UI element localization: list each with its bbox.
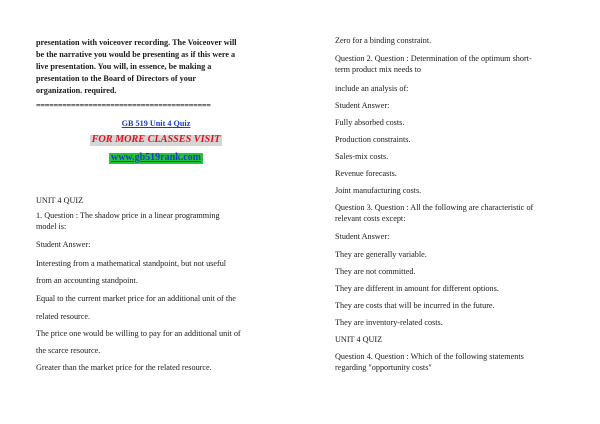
answer-option: related resource. [36, 312, 91, 321]
intro-line: be the narrative you would be presenting as if this were a [36, 50, 236, 59]
student-answer-label: Student Answer: [36, 240, 91, 249]
quiz-heading: UNIT 4 QUIZ [335, 335, 383, 344]
quiz-heading: UNIT 4 QUIZ [36, 196, 84, 205]
answer-option: from an accounting standpoint. [36, 276, 138, 285]
visit-banner-row [36, 135, 276, 146]
intro-line: organization. required. [36, 86, 117, 95]
answer-option: Greater than the market price for the related resource. [36, 363, 212, 372]
answer-option: Zero for a binding constraint. [335, 36, 432, 45]
answer-option: They are costs that will be incurred in the future. [335, 301, 495, 310]
intro-line: live presentation. You will, in essence, be making a [36, 62, 212, 71]
answer-option: The price one would be willing to pay for an additional unit of [36, 329, 241, 338]
answer-option: Equal to the current market price for an additional unit of the [36, 294, 236, 303]
site-link-row [36, 153, 276, 164]
divider: ======================================== [36, 101, 211, 110]
student-answer-label: Student Answer: [335, 232, 390, 241]
student-answer-label: Student Answer: [335, 101, 390, 110]
answer-option: the scarce resource. [36, 346, 101, 355]
visit-banner: FOR MORE CLASSES VISIT [91, 134, 221, 145]
answer-option: They are not committed. [335, 267, 416, 276]
answer-option: Fully absorbed costs. [335, 118, 405, 127]
answer-option: They are different in amount for different options. [335, 284, 499, 293]
answer-option: Joint manufacturing costs. [335, 186, 422, 195]
answer-option: Revenue forecasts. [335, 169, 397, 178]
unit-link-row [36, 119, 276, 130]
question-3: Question 3. Question : All the following are characteristic of [335, 203, 534, 212]
intro-line: presentation with voiceover recording. The Voiceover will [36, 38, 237, 47]
question-4-cont: regarding "opportunity costs" [335, 363, 432, 372]
question-3-cont: relevant costs except: [335, 214, 406, 223]
unit-quiz-link[interactable]: GB 519 Unit 4 Quiz [121, 119, 191, 128]
question-2-cont: term product mix needs to [335, 65, 421, 74]
question-1: 1. Question : The shadow price in a linear programming [36, 211, 220, 220]
site-link[interactable]: www.gb519rank.com [110, 152, 201, 163]
answer-option: Sales-mix costs. [335, 152, 389, 161]
answer-option: Interesting from a mathematical standpoint, but not useful [36, 259, 227, 268]
question-2: Question 2. Question : Determination of the optimum short- [335, 54, 532, 63]
answer-option: Production constraints. [335, 135, 411, 144]
answer-option: They are inventory-related costs. [335, 318, 443, 327]
answer-option: They are generally variable. [335, 250, 427, 259]
question-4: Question 4. Question : Which of the following statements [335, 352, 524, 361]
include-text: include an analysis of: [335, 84, 409, 93]
intro-line: presentation to the Board of Directors of your [36, 74, 197, 83]
question-1-cont: model is: [36, 222, 67, 231]
